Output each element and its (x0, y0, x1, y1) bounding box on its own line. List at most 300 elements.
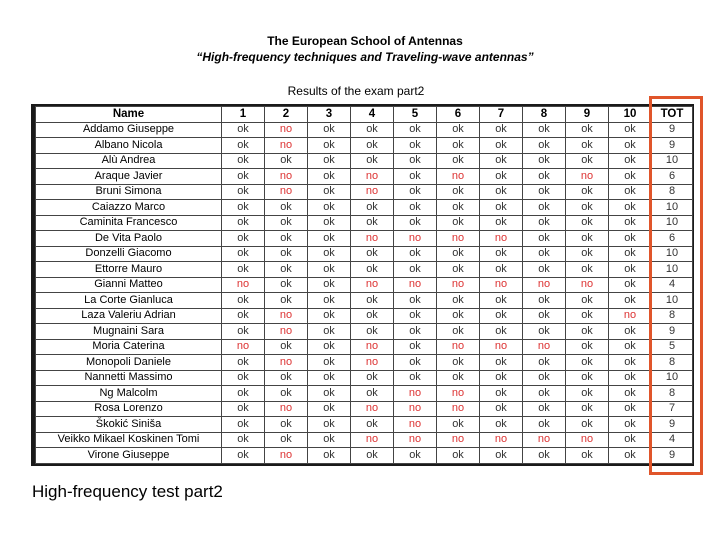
total-score: 10 (652, 246, 693, 262)
answer-cell: ok (394, 355, 437, 371)
footer-caption: High-frequency test part2 (32, 482, 223, 501)
table-body (36, 122, 693, 463)
answer-cell: ok (222, 355, 265, 371)
table-row (36, 448, 693, 464)
answer-cell: ok (523, 184, 566, 200)
answer-cell: ok (351, 122, 394, 138)
answer-cell: ok (523, 293, 566, 309)
answer-cell: ok (351, 386, 394, 402)
answer-cell: ok (480, 200, 523, 216)
answer-cell: ok (394, 200, 437, 216)
total-score: 9 (652, 138, 693, 154)
answer-cell: ok (609, 153, 652, 169)
answer-cell: ok (437, 122, 480, 138)
answer-cell: ok (566, 184, 609, 200)
answer-cell: ok (437, 355, 480, 371)
table-row (36, 324, 693, 340)
answer-cell: no (566, 432, 609, 448)
answer-cell: ok (265, 293, 308, 309)
answer-cell: ok (222, 386, 265, 402)
student-name: Ng Malcolm (36, 386, 222, 402)
answer-cell: ok (222, 122, 265, 138)
answer-cell: no (437, 386, 480, 402)
answer-cell: ok (308, 324, 351, 340)
answer-cell: ok (222, 308, 265, 324)
answer-cell: ok (566, 324, 609, 340)
student-name: Caminita Francesco (36, 215, 222, 231)
answer-cell: no (523, 432, 566, 448)
column-header-q2: 2 (265, 107, 308, 123)
answer-cell: ok (609, 231, 652, 247)
total-score: 6 (652, 231, 693, 247)
answer-cell: no (480, 339, 523, 355)
answer-cell: ok (222, 293, 265, 309)
answer-cell: ok (394, 370, 437, 386)
table-row (36, 308, 693, 324)
answer-cell: ok (523, 231, 566, 247)
answer-cell: no (351, 339, 394, 355)
answer-cell: ok (480, 169, 523, 185)
table-row (36, 339, 693, 355)
table-row (36, 215, 693, 231)
student-name: Monopoli Daniele (36, 355, 222, 371)
answer-cell: ok (394, 184, 437, 200)
answer-cell: ok (437, 138, 480, 154)
tot-column-highlight (649, 96, 703, 475)
answer-cell: ok (609, 138, 652, 154)
answer-cell: ok (351, 370, 394, 386)
answer-cell: ok (437, 417, 480, 433)
table-row (36, 386, 693, 402)
answer-cell: ok (523, 262, 566, 278)
answer-cell: ok (609, 169, 652, 185)
table-row (36, 432, 693, 448)
total-score: 8 (652, 355, 693, 371)
answer-cell: ok (609, 215, 652, 231)
answer-cell: ok (308, 401, 351, 417)
table-row (36, 355, 693, 371)
answer-cell: ok (480, 448, 523, 464)
table-row (36, 246, 693, 262)
answer-cell: ok (308, 308, 351, 324)
answer-cell: ok (308, 417, 351, 433)
student-name: Bruni Simona (36, 184, 222, 200)
answer-cell: no (437, 432, 480, 448)
answer-cell: ok (308, 153, 351, 169)
total-score: 9 (652, 122, 693, 138)
answer-cell: no (480, 277, 523, 293)
answer-cell: ok (566, 231, 609, 247)
answer-cell: ok (308, 200, 351, 216)
answer-cell: ok (566, 215, 609, 231)
answer-cell: ok (222, 432, 265, 448)
answer-cell: ok (566, 122, 609, 138)
answer-cell: ok (566, 370, 609, 386)
answer-cell: ok (566, 355, 609, 371)
answer-cell: no (437, 401, 480, 417)
answer-cell: ok (523, 370, 566, 386)
answer-cell: ok (351, 293, 394, 309)
table-row (36, 122, 693, 138)
table-row (36, 262, 693, 278)
answer-cell: ok (351, 200, 394, 216)
total-score: 4 (652, 277, 693, 293)
table-row (36, 231, 693, 247)
answer-cell: ok (523, 153, 566, 169)
answer-cell: ok (609, 448, 652, 464)
answer-cell: ok (437, 215, 480, 231)
answer-cell: ok (351, 417, 394, 433)
answer-cell: ok (480, 417, 523, 433)
column-header-q4: 4 (351, 107, 394, 123)
total-score: 10 (652, 370, 693, 386)
answer-cell: ok (523, 308, 566, 324)
answer-cell: no (437, 231, 480, 247)
answer-cell: ok (609, 386, 652, 402)
answer-cell: ok (609, 200, 652, 216)
answer-cell: ok (566, 138, 609, 154)
course-school-title: The European School of Antennas (267, 34, 463, 48)
answer-cell: ok (609, 370, 652, 386)
answer-cell: ok (523, 417, 566, 433)
column-header-tot: TOT (652, 107, 693, 123)
table-row (36, 200, 693, 216)
table-row (36, 293, 693, 309)
answer-cell: no (351, 401, 394, 417)
total-score: 10 (652, 293, 693, 309)
total-score: 10 (652, 215, 693, 231)
answer-cell: ok (265, 262, 308, 278)
answer-cell: ok (566, 200, 609, 216)
answer-cell: ok (265, 246, 308, 262)
answer-cell: ok (566, 401, 609, 417)
answer-cell: ok (480, 401, 523, 417)
answer-cell: ok (523, 401, 566, 417)
column-header-name: Name (36, 107, 222, 123)
answer-cell: ok (437, 370, 480, 386)
answer-cell: ok (480, 293, 523, 309)
answer-cell: ok (308, 386, 351, 402)
answer-cell: ok (609, 417, 652, 433)
table-row (36, 277, 693, 293)
answer-cell: ok (523, 138, 566, 154)
total-score: 8 (652, 386, 693, 402)
answer-cell: ok (222, 370, 265, 386)
answer-cell: no (609, 308, 652, 324)
answer-cell: ok (265, 231, 308, 247)
table-row (36, 184, 693, 200)
answer-cell: ok (394, 169, 437, 185)
answer-cell: ok (609, 246, 652, 262)
answer-cell: ok (222, 401, 265, 417)
answer-cell: no (394, 417, 437, 433)
answer-cell: no (265, 122, 308, 138)
student-name: Virone Giuseppe (36, 448, 222, 464)
results-subtitle: Results of the exam part2 (287, 84, 425, 98)
answer-cell: ok (308, 169, 351, 185)
student-name: Rosa Lorenzo (36, 401, 222, 417)
student-name: Gianni Matteo (36, 277, 222, 293)
answer-cell: ok (308, 370, 351, 386)
answer-cell: ok (437, 293, 480, 309)
answer-cell: ok (265, 339, 308, 355)
answer-cell: ok (566, 417, 609, 433)
answer-cell: no (394, 277, 437, 293)
answer-cell: ok (265, 432, 308, 448)
table-row (36, 370, 693, 386)
answer-cell: ok (222, 246, 265, 262)
answer-cell: ok (609, 184, 652, 200)
student-name: La Corte Gianluca (36, 293, 222, 309)
answer-cell: ok (222, 153, 265, 169)
student-name: Ettorre Mauro (36, 262, 222, 278)
answer-cell: ok (566, 246, 609, 262)
answer-cell: no (265, 169, 308, 185)
student-name: Nannetti Massimo (36, 370, 222, 386)
answer-cell: no (394, 401, 437, 417)
answer-cell: ok (222, 448, 265, 464)
student-name: Donzelli Giacomo (36, 246, 222, 262)
answer-cell: ok (222, 138, 265, 154)
column-header-q1: 1 (222, 107, 265, 123)
answer-cell: ok (308, 215, 351, 231)
answer-cell: ok (351, 138, 394, 154)
answer-cell: no (222, 339, 265, 355)
answer-cell: ok (609, 277, 652, 293)
answer-cell: ok (437, 246, 480, 262)
total-score: 10 (652, 200, 693, 216)
answer-cell: ok (265, 277, 308, 293)
total-score: 4 (652, 432, 693, 448)
answer-cell: ok (566, 448, 609, 464)
answer-cell: ok (523, 246, 566, 262)
answer-cell: no (351, 169, 394, 185)
answer-cell: ok (394, 138, 437, 154)
answer-cell: ok (437, 448, 480, 464)
answer-cell: ok (394, 262, 437, 278)
answer-cell: no (523, 339, 566, 355)
answer-cell: no (351, 355, 394, 371)
answer-cell: ok (609, 401, 652, 417)
answer-cell: no (566, 277, 609, 293)
total-score: 9 (652, 448, 693, 464)
answer-cell: no (265, 401, 308, 417)
student-name: De Vita Paolo (36, 231, 222, 247)
answer-cell: ok (523, 386, 566, 402)
answer-cell: no (480, 432, 523, 448)
answer-cell: no (394, 386, 437, 402)
answer-cell: ok (566, 386, 609, 402)
answer-cell: ok (437, 153, 480, 169)
answer-cell: no (265, 308, 308, 324)
answer-cell: ok (566, 308, 609, 324)
table-row (36, 401, 693, 417)
answer-cell: no (265, 324, 308, 340)
answer-cell: ok (265, 417, 308, 433)
answer-cell: ok (437, 324, 480, 340)
answer-cell: no (265, 448, 308, 464)
answer-cell: ok (566, 339, 609, 355)
answer-cell: ok (351, 324, 394, 340)
answer-cell: ok (222, 324, 265, 340)
answer-cell: ok (437, 184, 480, 200)
answer-cell: ok (351, 448, 394, 464)
answer-cell: ok (394, 448, 437, 464)
answer-cell: ok (394, 246, 437, 262)
column-header-q5: 5 (394, 107, 437, 123)
column-header-q3: 3 (308, 107, 351, 123)
answer-cell: ok (609, 122, 652, 138)
answer-cell: ok (308, 122, 351, 138)
student-name: Škokić Siniša (36, 417, 222, 433)
answer-cell: ok (351, 215, 394, 231)
answer-cell: ok (609, 262, 652, 278)
column-header-q8: 8 (523, 107, 566, 123)
answer-cell: ok (222, 200, 265, 216)
answer-cell: ok (308, 231, 351, 247)
answer-cell: ok (480, 184, 523, 200)
total-score: 8 (652, 308, 693, 324)
answer-cell: ok (265, 386, 308, 402)
answer-cell: ok (480, 138, 523, 154)
column-header-q7: 7 (480, 107, 523, 123)
answer-cell: no (480, 231, 523, 247)
answer-cell: no (265, 184, 308, 200)
answer-cell: ok (480, 324, 523, 340)
answer-cell: ok (394, 122, 437, 138)
answer-cell: ok (222, 231, 265, 247)
answer-cell: ok (480, 355, 523, 371)
answer-cell: ok (308, 246, 351, 262)
student-name: Addamo Giuseppe (36, 122, 222, 138)
total-score: 6 (652, 169, 693, 185)
answer-cell: ok (480, 153, 523, 169)
answer-cell: ok (523, 355, 566, 371)
answer-cell: ok (480, 308, 523, 324)
course-title: “High-frequency techniques and Traveling-wave antennas” (196, 50, 534, 64)
answer-cell: ok (609, 355, 652, 371)
answer-cell: no (437, 277, 480, 293)
answer-cell: ok (437, 262, 480, 278)
answer-cell: ok (566, 293, 609, 309)
table-row (36, 153, 693, 169)
answer-cell: no (394, 432, 437, 448)
student-name: Veikko Mikael Koskinen Tomi (36, 432, 222, 448)
total-score: 8 (652, 184, 693, 200)
table-row (36, 169, 693, 185)
answer-cell: ok (394, 293, 437, 309)
student-name: Araque Javier (36, 169, 222, 185)
answer-cell: ok (609, 432, 652, 448)
results-table (35, 106, 693, 464)
answer-cell: ok (351, 262, 394, 278)
answer-cell: ok (222, 184, 265, 200)
total-score: 7 (652, 401, 693, 417)
total-score: 5 (652, 339, 693, 355)
answer-cell: no (351, 277, 394, 293)
answer-cell: ok (394, 308, 437, 324)
answer-cell: ok (566, 153, 609, 169)
answer-cell: no (437, 169, 480, 185)
answer-cell: ok (523, 215, 566, 231)
column-header-q9: 9 (566, 107, 609, 123)
answer-cell: no (222, 277, 265, 293)
answer-cell: no (351, 184, 394, 200)
answer-cell: ok (566, 262, 609, 278)
answer-cell: no (566, 169, 609, 185)
answer-cell: ok (609, 293, 652, 309)
answer-cell: ok (308, 184, 351, 200)
answer-cell: ok (523, 448, 566, 464)
answer-cell: ok (523, 169, 566, 185)
answer-cell: no (265, 138, 308, 154)
answer-cell: ok (308, 277, 351, 293)
answer-cell: ok (480, 122, 523, 138)
answer-cell: ok (351, 246, 394, 262)
answer-cell: ok (480, 262, 523, 278)
answer-cell: ok (308, 432, 351, 448)
column-header-q6: 6 (437, 107, 480, 123)
answer-cell: ok (480, 246, 523, 262)
answer-cell: ok (222, 262, 265, 278)
answer-cell: ok (523, 200, 566, 216)
answer-cell: ok (394, 215, 437, 231)
answer-cell: ok (265, 215, 308, 231)
answer-cell: no (437, 339, 480, 355)
answer-cell: ok (523, 324, 566, 340)
answer-cell: ok (308, 355, 351, 371)
total-score: 10 (652, 262, 693, 278)
answer-cell: ok (308, 293, 351, 309)
answer-cell: no (351, 432, 394, 448)
table-row (36, 138, 693, 154)
answer-cell: ok (609, 324, 652, 340)
answer-cell: no (265, 355, 308, 371)
answer-cell: ok (480, 215, 523, 231)
answer-cell: ok (480, 386, 523, 402)
total-score: 9 (652, 324, 693, 340)
answer-cell: ok (480, 370, 523, 386)
answer-cell: ok (222, 417, 265, 433)
answer-cell: no (351, 231, 394, 247)
student-name: Alù Andrea (36, 153, 222, 169)
answer-cell: ok (265, 153, 308, 169)
table-header-row (36, 107, 693, 123)
answer-cell: ok (222, 215, 265, 231)
answer-cell: ok (351, 308, 394, 324)
answer-cell: ok (308, 262, 351, 278)
answer-cell: ok (609, 339, 652, 355)
table-row (36, 417, 693, 433)
student-name: Moria Caterina (36, 339, 222, 355)
answer-cell: ok (351, 153, 394, 169)
answer-cell: ok (394, 153, 437, 169)
answer-cell: ok (265, 200, 308, 216)
answer-cell: no (394, 231, 437, 247)
student-name: Mugnaini Sara (36, 324, 222, 340)
answer-cell: ok (222, 169, 265, 185)
column-header-q10: 10 (609, 107, 652, 123)
answer-cell: ok (523, 122, 566, 138)
total-score: 9 (652, 417, 693, 433)
answer-cell: ok (265, 370, 308, 386)
answer-cell: ok (437, 308, 480, 324)
student-name: Laza Valeriu Adrian (36, 308, 222, 324)
answer-cell: no (523, 277, 566, 293)
answer-cell: ok (394, 324, 437, 340)
answer-cell: ok (308, 138, 351, 154)
answer-cell: ok (308, 448, 351, 464)
